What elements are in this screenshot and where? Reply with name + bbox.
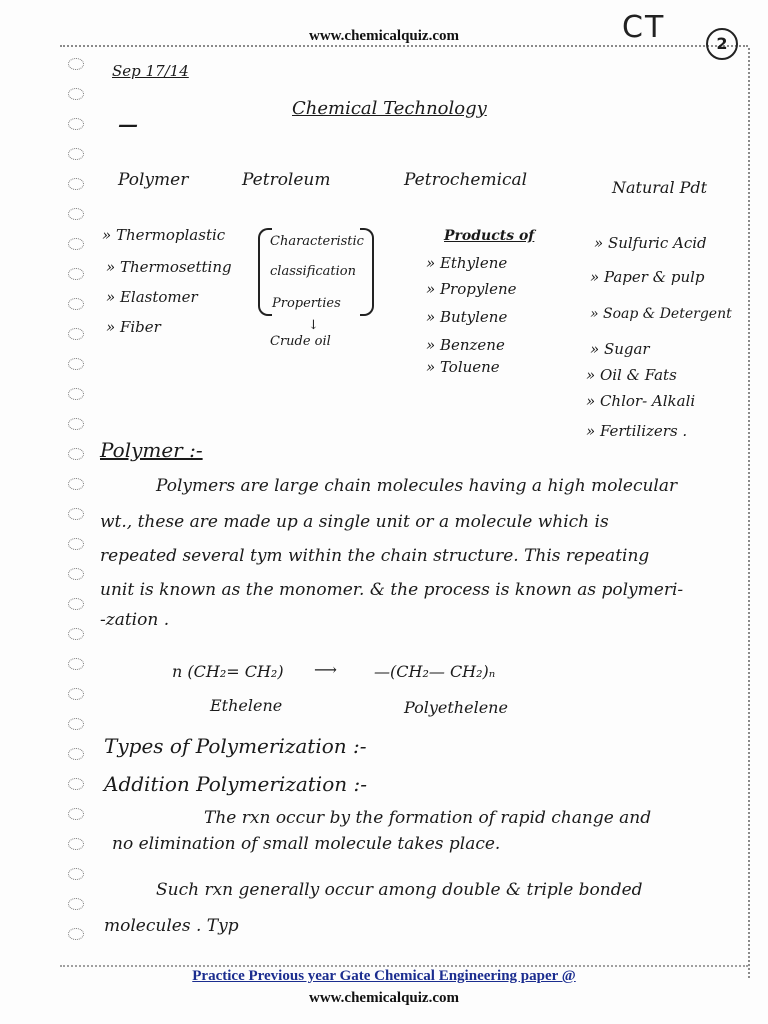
paragraph-line: Polymers are large chain molecules having a high molecular — [156, 476, 678, 496]
binding-hole — [68, 748, 84, 760]
binding-hole — [68, 328, 84, 340]
binding-hole — [68, 448, 84, 460]
top-ruling — [60, 45, 748, 47]
list-item: » Propylene — [426, 280, 517, 298]
binding-hole — [68, 658, 84, 670]
binding-hole — [68, 148, 84, 160]
page-number-badge: 2 — [706, 28, 738, 60]
binding-hole — [68, 238, 84, 250]
practice-papers-link[interactable]: Practice Previous year Gate Chemical Engineering paper @ — [192, 968, 576, 984]
equation-arrow: ⟶ — [314, 660, 337, 679]
column-heading-petroleum: Petroleum — [242, 170, 331, 190]
crude-oil-note: Crude oil — [270, 334, 331, 349]
paragraph-line: wt., these are made up a single unit or a molecule which is — [100, 512, 609, 532]
products-subheading: Products of — [444, 228, 535, 244]
paragraph-line: unit is known as the monomer. & the process is known as polymeri- — [100, 580, 684, 600]
binding-hole — [68, 598, 84, 610]
reactant-name: Ethelene — [210, 696, 283, 715]
binding-hole — [68, 268, 84, 280]
binding-hole — [68, 178, 84, 190]
header-website: www.chemicalquiz.com — [309, 28, 459, 44]
list-item: classification — [270, 264, 356, 279]
binding-hole — [68, 478, 84, 490]
types-heading: Types of Polymerization :- — [104, 734, 367, 758]
column-heading-polymer: Polymer — [118, 170, 189, 190]
list-item: » Thermoplastic — [102, 226, 226, 244]
list-item: » Ethylene — [426, 254, 508, 272]
list-item: » Sulfuric Acid — [594, 234, 707, 252]
equation-product: —(CH₂— CH₂)ₙ — [374, 662, 496, 681]
list-item: » Paper & pulp — [590, 268, 705, 286]
note-date: Sep 17/14 — [112, 62, 189, 80]
bottom-ruling — [60, 965, 748, 967]
binding-hole — [68, 358, 84, 370]
binding-hole — [68, 628, 84, 640]
paragraph-line: molecules . Typ — [104, 916, 239, 936]
list-item: Properties — [272, 296, 341, 311]
binding-hole — [68, 778, 84, 790]
binding-hole — [68, 838, 84, 850]
list-item: Characteristic — [270, 234, 364, 249]
page-title: Chemical Technology — [292, 98, 487, 119]
equation-reactant: n (CH₂= CH₂) — [172, 662, 284, 681]
binding-hole — [68, 718, 84, 730]
column-heading-petrochemical: Petrochemical — [404, 170, 528, 190]
paragraph-line: repeated several tym within the chain structure. This repeating — [100, 546, 650, 566]
product-name: Polyethelene — [404, 698, 508, 717]
list-item: » Fiber — [106, 318, 161, 336]
list-item: » Sugar — [590, 340, 650, 358]
binding-hole — [68, 568, 84, 580]
paragraph-line: no elimination of small molecule takes place. — [112, 834, 501, 854]
arrow-down-icon: ↓ — [308, 318, 319, 333]
list-item: » Butylene — [426, 308, 508, 326]
spiral-binding — [62, 50, 90, 980]
column-heading-natural-pdt: Natural Pdt — [612, 178, 708, 197]
footer-website[interactable]: www.chemicalquiz.com — [309, 990, 459, 1006]
binding-hole — [68, 88, 84, 100]
list-item: » Benzene — [426, 336, 505, 354]
binding-hole — [68, 808, 84, 820]
binding-hole — [68, 298, 84, 310]
binding-hole — [68, 538, 84, 550]
paragraph-line: -zation . — [100, 610, 170, 630]
section-heading-polymer: Polymer :- — [100, 438, 203, 462]
binding-hole — [68, 508, 84, 520]
note-dash: — — [118, 112, 138, 136]
paragraph-line: The rxn occur by the formation of rapid change and — [204, 808, 652, 828]
binding-hole — [68, 688, 84, 700]
binding-hole — [68, 388, 84, 400]
list-item: » Oil & Fats — [586, 366, 677, 384]
subject-mark: CT — [622, 10, 666, 45]
binding-hole — [68, 928, 84, 940]
binding-hole — [68, 58, 84, 70]
binding-hole — [68, 418, 84, 430]
addition-heading: Addition Polymerization :- — [104, 772, 367, 796]
binding-hole — [68, 898, 84, 910]
right-margin-ruling — [748, 48, 750, 978]
binding-hole — [68, 118, 84, 130]
list-item: » Elastomer — [106, 288, 198, 306]
binding-hole — [68, 868, 84, 880]
paragraph-line: Such rxn generally occur among double & triple bonded — [156, 880, 643, 900]
list-item: » Toluene — [426, 358, 500, 376]
list-item: » Fertilizers . — [586, 422, 688, 440]
list-item: » Thermosetting — [106, 258, 232, 276]
list-item: » Chlor- Alkali — [586, 392, 696, 410]
list-item: » Soap & Detergent — [590, 306, 732, 322]
binding-hole — [68, 208, 84, 220]
